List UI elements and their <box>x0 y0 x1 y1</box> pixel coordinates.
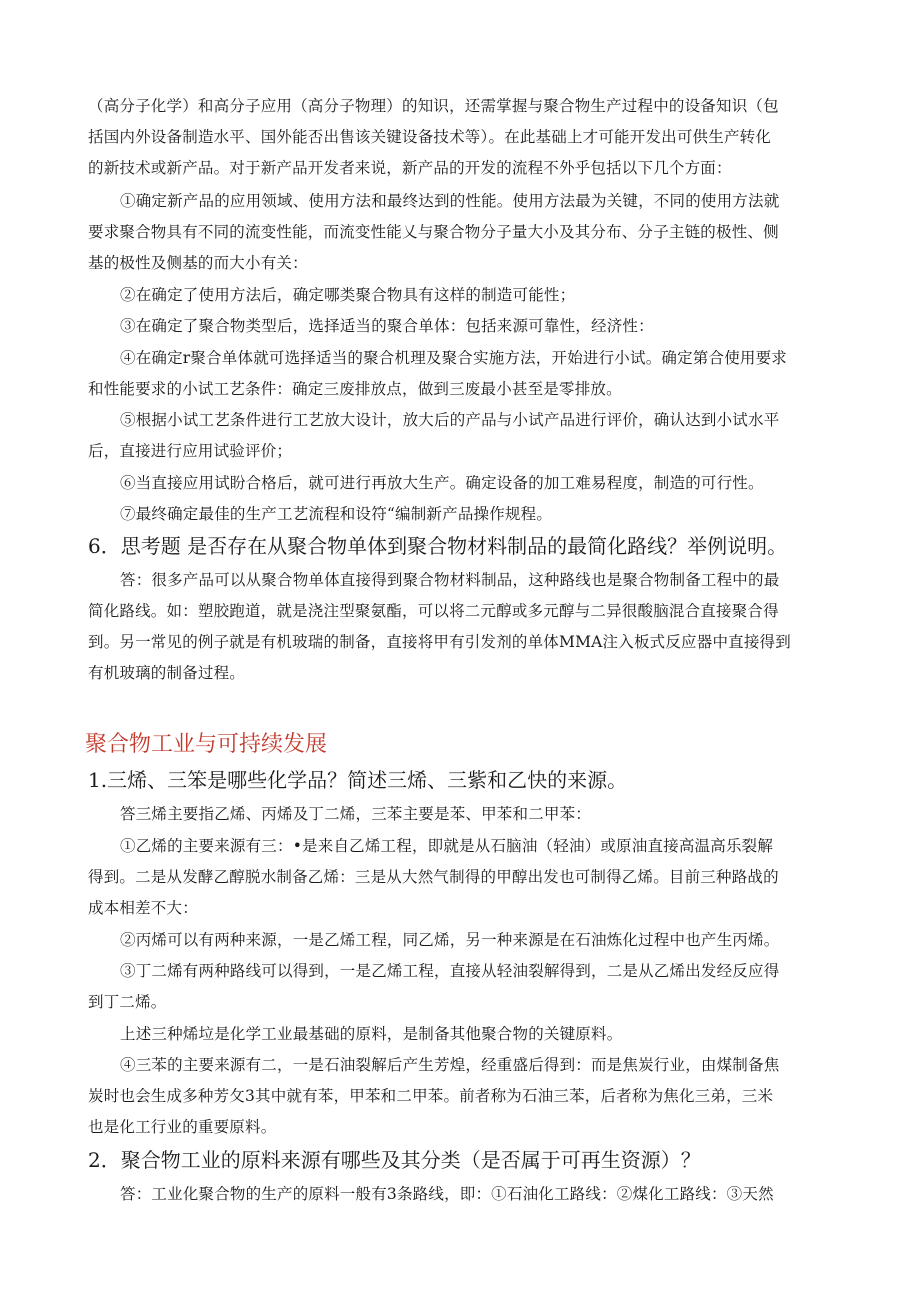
list-item-line: 要求聚合物具有不同的流变性能，而流变性能乂与聚合物分子量大小及其分布、分子主链的极性、侧 <box>88 223 779 241</box>
list-item-line: 后，直接进行应用试验评价； <box>88 442 293 460</box>
list-item-line: ④在确定r聚合单体就可选择适当的聚合机理及聚合实施方法，开始进行小试。确定第合使用要求 <box>120 349 788 367</box>
answer-line: 答：工业化聚合物的生产的原料一般有3条路线，即：①石油化工路线：②煤化工路线：③天然 <box>120 1185 774 1203</box>
list-item-line: ④三苯的主要来源有二，一是石油裂解后产生芳煌，经重盛后得到：而是焦炭行业，由煤制备焦 <box>120 1056 780 1074</box>
answer-line: 到。另一常见的例子就是有机玻瑞的制备，直接将甲有引发剂的单体MMA注入板式反应器中直接得到 <box>88 633 791 651</box>
question-heading: 1.三烯、三笨是哪些化学品？简述三烯、三紫和乙快的来源。 <box>88 768 628 792</box>
list-item: ②丙烯可以有两种来源，一是乙烯工程，同乙烯，另一种来源是在石油炼化过程中也产生丙烯。 <box>120 931 780 949</box>
list-item-line: 和性能要求的小试工艺条件：确定三废排放点，做到三废最小甚至是零排放。 <box>88 380 622 398</box>
question-heading: 2．聚合物工业的原料来源有哪些及其分类（是否属于可再生资源）？ <box>88 1148 701 1172</box>
list-item-line: ①确定新产品的应用领域、使用方法和最终达到的性能。使用方法最为关键，不同的使用方法就 <box>120 192 780 210</box>
list-item-line: 也是化工行业的重要原料。 <box>88 1118 277 1136</box>
list-item-line: 成本相差不大： <box>88 899 198 917</box>
answer-line: 简化路线。如：塑胶跑道，就是浇注型聚氨酯，可以将二元醇或多元醇与二异很酸脑混合直接聚合得 <box>88 602 779 620</box>
answer-line: 有机玻璃的制备过程。 <box>88 664 246 682</box>
summary-line: 上述三种烯垃是化学工业最基础的原料，是制备其他聚合物的关键原料。 <box>120 1025 623 1043</box>
list-item-line: ⑤根据小试工艺条件进行工艺放大设计，放大后的产品与小试产品进行评价，确认达到小试水平 <box>120 411 780 429</box>
answer-line: 答三烯主要指乙烯、丙烯及丁二烯，三苯主要是苯、甲苯和二甲苯： <box>120 805 592 823</box>
list-item-line: ①乙烯的主要来源有三：•是来自乙烯工程，即就是从石脑油（轻油）或原油直接高温高乐裂解 <box>120 837 774 855</box>
list-item: ⑥当直接应用试盼合格后，就可进行再放大生产。确定设备的加工难易程度，制造的可行性。 <box>120 474 764 492</box>
answer-line: 答：很多产品可以从聚合物单体直接得到聚合物材料制品，这种路线也是聚合物制备工程中的最 <box>120 571 780 589</box>
list-item: ②在确定了使用方法后，确定哪类聚合物具有这样的制造可能性； <box>120 286 576 304</box>
section-title: 聚合物工业与可持续发展 <box>85 732 328 757</box>
paragraph-line: 的新技术或新产品。对于新产品开发者来说，新产品的开发的流程不外乎包括以下几个方面： <box>88 159 732 177</box>
list-item: ⑦最终确定最佳的生产工艺流程和设符“编制新产品操作规程。 <box>120 505 553 523</box>
paragraph-line: （高分子化学）和高分子应用（高分子物理）的知识，还需掌握与聚合物生产过程中的设备知识（包 <box>88 97 779 115</box>
list-item-line: ③丁二烯有两种路线可以得到，一是乙烯工程，直接从轻油裂解得到，二是从乙烯出发经反应得 <box>120 962 780 980</box>
list-item-line: 基的极性及侧基的而大小有关： <box>88 254 308 272</box>
list-item-line: 得到。二是从发酵乙醇脱水制备乙烯：三是从大然气制得的甲醇出发也可制得乙烯。目前三种路战的 <box>88 868 779 886</box>
paragraph-line: 括国内外设备制造水平、国外能否出售该关键设备技术等）。在此基础上才可能开发出可供生产转化 <box>88 128 772 146</box>
list-item-line: 炭时也会生成多种芳攵3其中就有苯，甲苯和二甲苯。前者称为石油三苯，后者称为焦化三弟，三米 <box>88 1087 774 1105</box>
question-heading: 6．思考题 是否存在从聚合物单体到聚合物材料制品的最简化路线？举例说明。 <box>88 534 788 558</box>
list-item-line: 到丁二烯。 <box>88 993 167 1011</box>
list-item: ③在确定了聚合物类型后，选择适当的聚合单体：包括来源可靠性，经济性： <box>120 317 654 335</box>
